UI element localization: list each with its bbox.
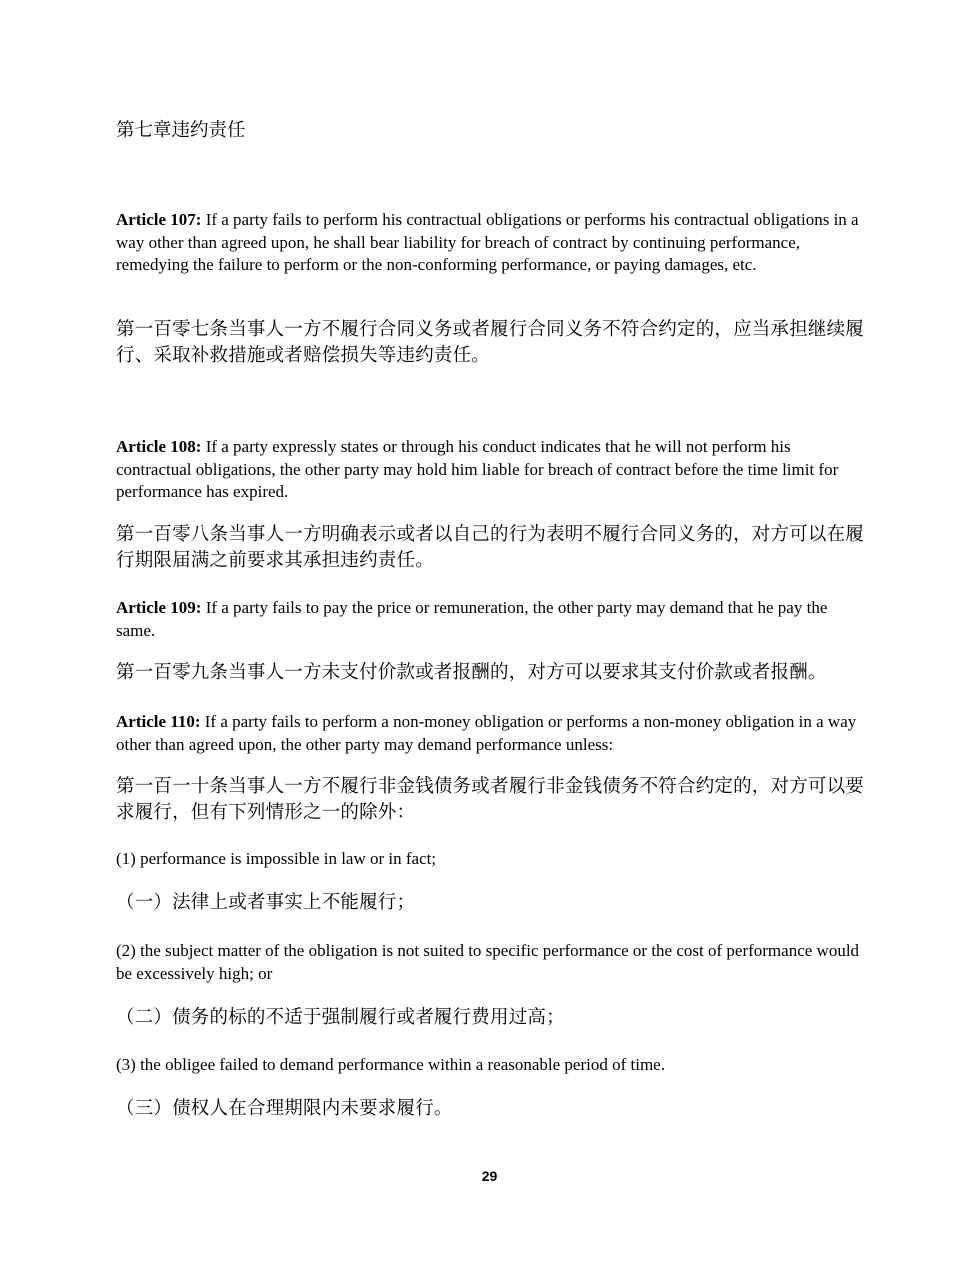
article-110-text: If a party fails to perform a non-money obligation or performs a non-money obligation in a way other than agreed upon, the other party may demand performance unless:: [116, 712, 857, 754]
article-107-text: If a party fails to perform his contractual obligations or performs his contractual obligations in a way other than agreed upon, he shall bear liability for breach of contract by continuing performance, remedying the failure to perform or the non-conforming performance, or paying damages, etc.: [116, 210, 859, 274]
article-110-zh: 第一百一十条当事人一方不履行非金钱债务或者履行非金钱债务不符合约定的，对方可以要求履行，但有下列情形之一的除外：: [116, 776, 865, 823]
item-1-zh: （一）法律上或者事实上不能履行；: [116, 892, 416, 913]
item-1-en: (1) performance is impossible in law or in fact;: [116, 849, 437, 868]
item-2-en: (2) the subject matter of the obligation is not suited to specific performance or the cost of performance would be excessively high; or: [116, 941, 860, 983]
article-108-en: [116, 436, 866, 504]
article-108-text: If a party expressly states or through his conduct indicates that he will not perform his contractual obligations, the other party may hold him liable for breach of contract before the time limit for performance has expired.: [116, 437, 839, 501]
article-110-en: [116, 711, 866, 756]
item-2-zh: （二）债务的标的不适于强制履行或者履行费用过高；: [116, 1007, 565, 1028]
article-110-label: Article 110:: [116, 712, 201, 731]
item-3-en: (3) the obligee failed to demand performance within a reasonable period of time.: [116, 1055, 665, 1074]
article-107-label: Article 107:: [116, 210, 202, 229]
page-number: 29: [481, 1168, 498, 1184]
article-109-en: [116, 597, 866, 642]
article-109-zh: 第一百零九条当事人一方未支付价款或者报酬的，对方可以要求其支付价款或者报酬。: [116, 662, 827, 683]
article-109-text: If a party fails to pay the price or remuneration, the other party may demand that he pay the same.: [116, 598, 828, 640]
article-108-zh: 第一百零八条当事人一方明确表示或者以自己的行为表明不履行合同义务的，对方可以在履行期限届满之前要求其承担违约责任。: [116, 524, 865, 571]
article-109-label: Article 109:: [116, 598, 202, 617]
article-107-en: [116, 209, 866, 277]
chapter-title: 第七章违约责任: [116, 120, 246, 141]
article-108-label: Article 108:: [116, 437, 202, 456]
item-3-zh: （三）债权人在合理期限内未要求履行。: [116, 1098, 453, 1119]
article-107-zh: 第一百零七条当事人一方不履行合同义务或者履行合同义务不符合约定的，应当承担继续履行、采取补救措施或者赔偿损失等违约责任。: [116, 319, 865, 366]
